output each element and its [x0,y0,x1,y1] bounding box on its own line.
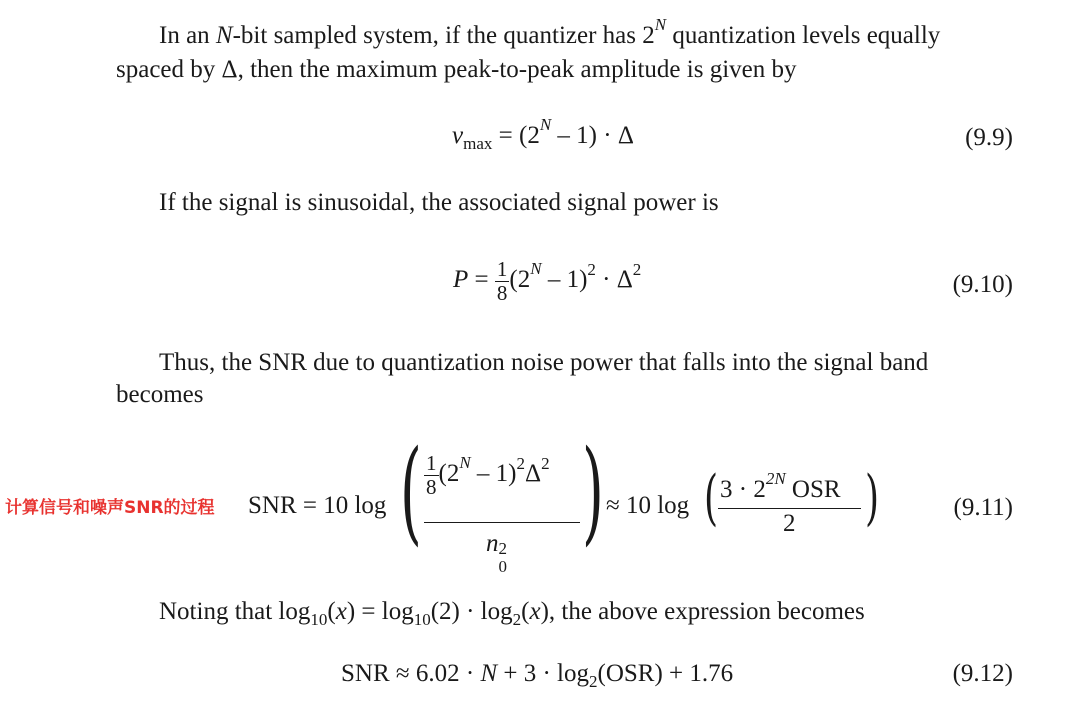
paragraph-1 [116,15,1014,86]
equation-9-10 [453,258,641,305]
equation-fragment: OSR [785,476,841,503]
fraction-numerator: 1 [496,257,508,281]
fraction-one-eighth [495,258,510,305]
variable-p: P [453,266,469,294]
right-paren-large: ) [582,427,604,557]
fraction-bar [424,522,580,523]
equation-fragment: (2 [438,460,460,488]
left-paren-large: ( [400,427,422,557]
equation-fragment: = (2 [492,122,540,149]
equation-number-9-11: (9.11) [953,494,1013,521]
subscript: 10 [413,610,431,629]
superscript: 2 [498,539,507,558]
equation-fragment: = [468,266,495,294]
superscript: N [539,115,552,134]
superscript: 2 [516,454,525,474]
text-fragment: ), the above expression becomes [540,598,865,625]
superscript: 2 [587,260,596,280]
fraction-denominator: 8 [426,475,437,499]
subscript: max [463,134,493,153]
equation-fragment: (2 [509,266,531,294]
right-fraction-numerator [720,469,841,504]
variable-v: v [452,122,464,149]
equation-fragment: – 1) [470,460,517,488]
variable-n: n [486,530,499,557]
equation-fragment: 3 · 2 [720,476,766,503]
equation-fragment: + 3 · log [497,660,589,687]
fraction-denominator: 8 [496,281,508,305]
left-paren-medium: ( [704,463,719,533]
text-fragment: Noting that log [159,598,311,625]
superscript: N [530,259,542,279]
text-fragment: quantization levels equally spaced by Δ, then the maximum peak-to-peak amplitude is given by [116,22,941,83]
paragraph-3: Thus, the SNR due to quantization noise power that falls into the signal band becomes [116,349,929,408]
text-fragment: ) = log [346,598,414,625]
fraction-numerator-big [424,452,550,499]
annotation-note: 计算信号和噪声SNR的过程 [5,498,215,518]
superscript: 2 [632,260,642,280]
text-fragment: In an [159,22,216,49]
equation-number-9-10: (9.10) [952,271,1013,298]
equation-number-9-12: (9.12) [952,660,1013,687]
equation-fragment: SNR ≈ 6.02 · [341,660,481,687]
variable-n: N [480,660,498,687]
equation-9-9 [452,115,634,153]
paragraph-2: If the signal is sinusoidal, the associated signal power is [159,189,719,216]
fraction-numerator: 1 [426,451,437,475]
right-paren-medium: ) [865,463,880,533]
text-fragment: -bit sampled system, if the quantizer has 2 [232,22,655,49]
denominator-noise [486,530,511,576]
fraction-one-eighth [424,452,439,499]
variable-x: x [335,598,347,625]
equation-fragment: (OSR) + 1.76 [597,660,734,687]
text-fragment: (2) · log [430,598,513,625]
variable-x: x [529,598,541,625]
subscript: 2 [512,610,522,629]
equation-number-9-9: (9.9) [965,124,1013,151]
subscript: 0 [498,557,507,576]
subscript: 2 [589,672,598,691]
subscript: 10 [310,610,328,629]
equation-fragment: – 1) [541,266,588,294]
fraction-bar [718,508,861,509]
equation-fragment: · Δ [595,266,633,294]
text-fragment: ( [327,598,336,625]
equation-fragment: SNR = 10 log [248,492,387,519]
paragraph-4 [116,596,1014,630]
fraction-denominator: 2 [783,510,796,537]
equation-9-12 [341,660,734,691]
text-fragment: ( [521,598,530,625]
equation-fragment: – 1) · Δ [551,122,634,149]
superscript: N [654,15,667,34]
superscript: 2 [541,454,550,474]
superscript: N [459,453,471,473]
equation-fragment: ≈ 10 log [606,492,690,519]
superscript: 2N [765,469,786,488]
variable-n: N [215,22,233,49]
equation-fragment: Δ [525,460,542,488]
